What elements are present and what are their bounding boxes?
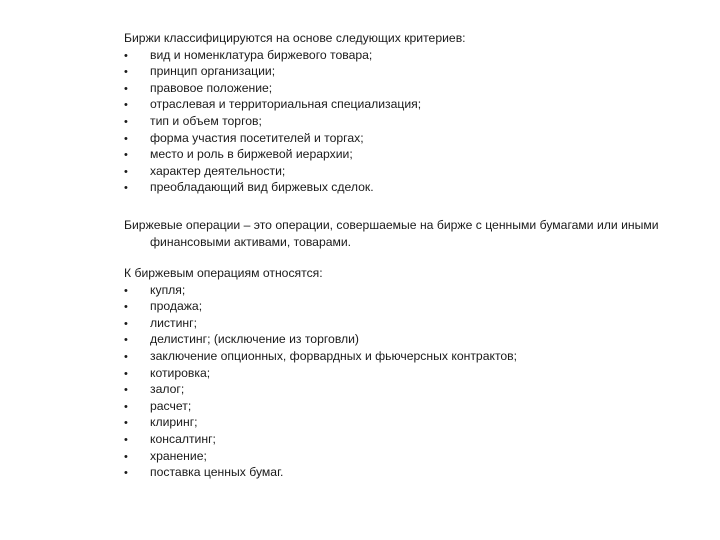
list-item [124,80,704,97]
list-item-text: продажа; [150,299,203,314]
list-item [124,381,704,398]
list-item-text: тип и объем торгов; [150,113,262,128]
list-item-text: залог; [150,382,185,397]
bullet-icon: • [124,115,128,128]
list-item-text: консалтинг; [150,431,216,446]
list-item-text: форма участия посетителей и торгах; [150,130,364,145]
list-item-text: место и роль в биржевой иерархии; [150,147,353,162]
list-item-text: отраслевая и территориальная специализация; [150,97,422,112]
list-item-text: преобладающий вид биржевых сделок. [150,180,374,195]
definition-section [124,217,704,250]
bullet-icon: • [124,149,128,162]
list-item [124,464,704,481]
list-item [124,398,704,415]
list-item [124,47,704,64]
list-item [124,448,704,465]
bullet-icon: • [124,334,128,347]
bullet-icon: • [124,367,128,380]
bullet-icon: • [124,132,128,145]
list-item [124,130,704,147]
criteria-section [124,30,704,196]
list-item-text: заключение опционных, форвардных и фьючерсных контрактов; [150,348,518,363]
list-item-text: клиринг; [150,415,198,430]
list-item [124,282,704,299]
list-item [124,348,704,365]
list-item-text: поставка ценных бумаг. [150,465,284,480]
list-item-text: расчет; [150,398,192,413]
bullet-icon: • [124,99,128,112]
bullet-icon: • [124,467,128,480]
list-item [124,298,704,315]
bullet-icon: • [124,49,128,62]
bullet-icon: • [124,433,128,446]
bullet-icon: • [124,165,128,178]
bullet-icon: • [124,417,128,430]
list-item-text: вид и номенклатура биржевого товара; [150,47,373,62]
bullet-icon: • [124,350,128,363]
list-item [124,96,704,113]
criteria-heading: Биржи классифицируются на основе следующих критериев: [124,31,466,45]
list-item-text: хранение; [150,448,207,463]
list-item-text: делистинг; (исключение из торговли) [150,332,359,347]
bullet-icon: • [124,301,128,314]
list-item [124,146,704,163]
list-item-text: котировка; [150,365,211,380]
list-item [124,331,704,348]
list-item-text: принцип организации; [150,64,276,79]
bullet-icon: • [124,66,128,79]
operations-section [124,265,704,481]
list-item [124,163,704,180]
bullet-icon: • [124,450,128,463]
list-item [124,431,704,448]
list-item [124,179,704,196]
list-item [124,63,704,80]
list-item-text: правовое положение; [150,80,273,95]
bullet-icon: • [124,317,128,330]
list-item [124,365,704,382]
definition-paragraph: Биржевые операции – это операции, совершаемые на бирже с ценными бумагами или иными финансовыми активами, товарами. [124,218,659,249]
bullet-icon: • [124,182,128,195]
bullet-icon: • [124,82,128,95]
bullet-icon: • [124,400,128,413]
list-item [124,414,704,431]
list-item-text: купля; [150,282,186,297]
list-item [124,315,704,332]
bullet-icon: • [124,384,128,397]
list-item-text: листинг; [150,315,197,330]
bullet-icon: • [124,284,128,297]
list-item-text: характер деятельности; [150,163,286,178]
list-item [124,113,704,130]
operations-heading: К биржевым операциям относятся: [124,266,323,280]
